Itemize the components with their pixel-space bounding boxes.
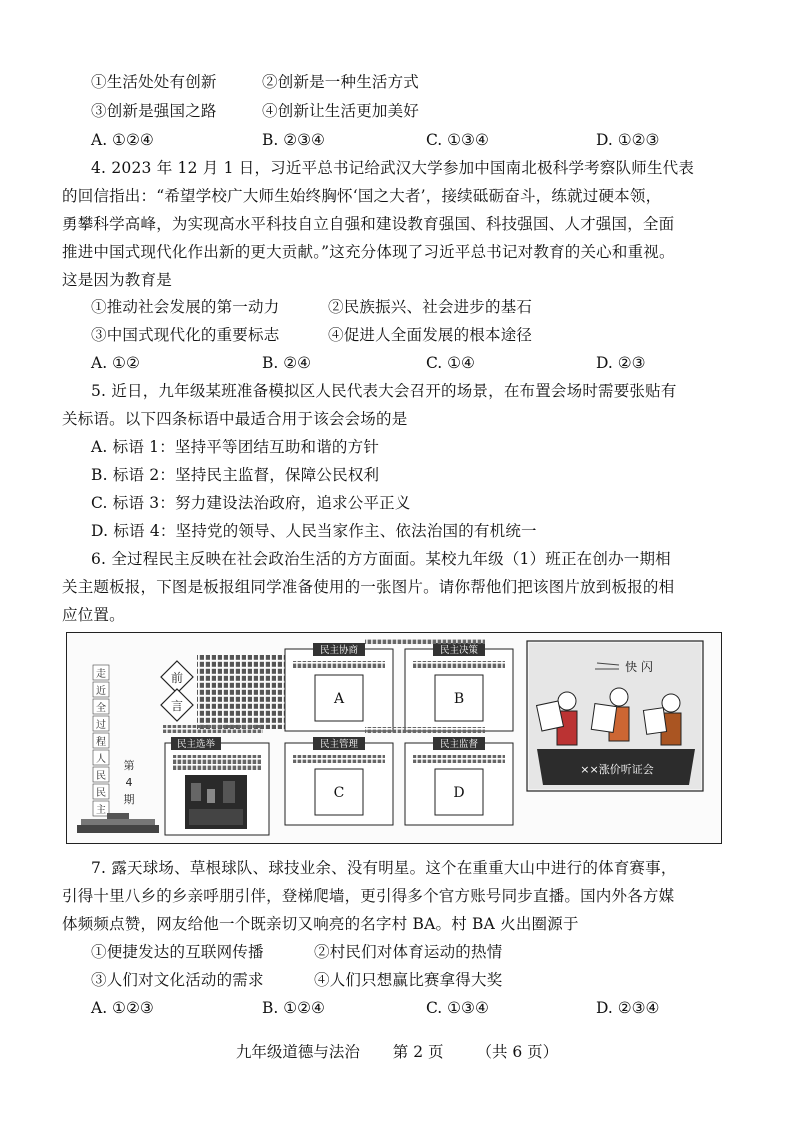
q4-choice-b: B. ②④ xyxy=(262,354,312,372)
box-letter: B xyxy=(453,691,465,707)
q7-stem-line-3: 体频频点赞，网友给他一个既亲切又响亮的名字村 BA。村 BA 火出圈源于 xyxy=(62,915,579,933)
flash-label: 快 闪 xyxy=(625,660,653,674)
q6-stem-line-2: 关主题板报，下图是板报组同学准备使用的一张图片。请你帮他们把该图片放到板报的相 xyxy=(62,578,675,596)
hearing-photo-panel xyxy=(527,641,703,791)
q6-stem-line-3: 应位置。 xyxy=(62,606,125,624)
q4-choice-c: C. ①④ xyxy=(426,354,475,372)
issue-char: 第 xyxy=(123,759,135,772)
vertical-title xyxy=(93,665,109,816)
box-letter: C xyxy=(333,785,345,801)
preface-badge xyxy=(161,661,193,721)
q5-stem-line-1: 5. 近日，九年级某班准备模拟区人民代表大会召开的场景，在布置会场时需要张贴有 xyxy=(91,382,677,400)
q5-option-b: B. 标语 2：坚持民主监督，保障公民权利 xyxy=(91,466,380,484)
q4-stem-line-1: 4. 2023 年 12 月 1 日，习近平总书记给武汉大学参加中国南北极科学考察队师生代表 xyxy=(91,159,695,177)
q4-stem-line-4: 推进中国式现代化作出新的更大贡献。”这充分体现了习近平总书记对教育的关心和重视。 xyxy=(62,243,675,261)
q7-item-3: ③人们对文化活动的需求 xyxy=(91,971,264,989)
footer-page: 第 2 页 xyxy=(392,1043,444,1061)
q7-stem-line-2: 引得十里八乡的乡亲呼朋引伴，登梯爬墙，更引得多个官方账号同步直播。国内外各方媒 xyxy=(62,887,675,905)
q7-choice-d: D. ②③④ xyxy=(596,999,660,1017)
q6-stem-line-1: 6. 全过程民主反映在社会政治生活的方方面面。某校九年级（1）班正在创办一期相 xyxy=(91,550,671,568)
vertical-title-char: 程 xyxy=(96,737,106,748)
q4-item-1: ①推动社会发展的第一动力 xyxy=(91,298,280,316)
box-tag: 民主协商 xyxy=(319,645,359,656)
preface-char-2: 言 xyxy=(170,699,184,713)
q7-item-1: ①便捷发达的互联网传播 xyxy=(91,943,264,961)
q7-item-4: ④人们只想赢比赛拿得大奖 xyxy=(314,971,503,989)
q3-choice-d: D. ①②③ xyxy=(596,131,660,149)
q3-item-1: ①生活处处有创新 xyxy=(91,73,217,91)
preface-text-block xyxy=(197,655,293,729)
q4-item-3: ③中国式现代化的重要标志 xyxy=(91,326,280,344)
vertical-title-char: 过 xyxy=(96,720,106,731)
vertical-title-char: 全 xyxy=(96,703,106,714)
q4-item-4: ④促进人全面发展的根本途径 xyxy=(328,326,533,344)
box-tag: 民主决策 xyxy=(439,645,479,656)
issue-number xyxy=(124,759,135,806)
q5-option-d: D. 标语 4：坚持党的领导、人民当家作主、依法治国的有机统一 xyxy=(91,522,537,540)
q3-item-2: ②创新是一种生活方式 xyxy=(262,73,420,91)
page-footer xyxy=(0,1040,794,1062)
footer-total: （共 6 页） xyxy=(476,1043,559,1061)
q4-choice-d: D. ②③ xyxy=(596,354,646,372)
q7-stem-line-1: 7. 露天球场、草根球队、球技业余、没有明星。这个在重重大山中进行的体育赛事， xyxy=(91,859,677,877)
q4-stem-line-5: 这是因为教育是 xyxy=(62,271,172,289)
box-tag: 民主管理 xyxy=(319,739,359,750)
q5-option-c: C. 标语 3：努力建设法治政府，追求公平正义 xyxy=(91,494,411,512)
vertical-title-char: 民 xyxy=(96,771,106,782)
election-panel xyxy=(165,737,269,835)
q4-choice-a: A. ①② xyxy=(91,354,140,372)
building-illustration xyxy=(77,813,159,833)
q4-stem-line-2: 的回信指出：“希望学校广大师生始终胸怀‘国之大者’，接续砥砺奋斗，练就过硬本领， xyxy=(62,187,662,205)
hearing-banner: ××涨价听证会 xyxy=(580,763,654,776)
vertical-title-char: 近 xyxy=(96,686,106,697)
q3-item-3: ③创新是强国之路 xyxy=(91,102,217,120)
preface-char-1: 前 xyxy=(170,671,184,685)
box-tag: 民主监督 xyxy=(439,739,479,750)
election-tag: 民主选举 xyxy=(176,739,216,750)
box-letter: D xyxy=(453,785,465,801)
q5-option-a: A. 标语 1：坚持平等团结互助和谐的方针 xyxy=(91,438,380,456)
vertical-title-char: 走 xyxy=(96,669,106,680)
preface-text-tail xyxy=(163,725,263,733)
q4-stem-line-3: 勇攀科学高峰，为实现高水平科技自立自强和建设教育强国、科技强国、人才强国，全面 xyxy=(62,215,675,233)
q3-choice-a: A. ①②④ xyxy=(91,131,154,149)
issue-char: 4 xyxy=(125,776,133,789)
q4-item-2: ②民族振兴、社会进步的基石 xyxy=(328,298,533,316)
q3-item-4: ④创新让生活更加美好 xyxy=(262,102,420,120)
footer-subject: 九年级道德与法治 xyxy=(235,1043,360,1061)
vertical-title-char: 人 xyxy=(96,754,106,765)
q3-choice-b: B. ②③④ xyxy=(262,131,325,149)
q7-choice-b: B. ①②④ xyxy=(262,999,325,1017)
blackboard-figure xyxy=(66,632,722,844)
q7-choice-c: C. ①③④ xyxy=(426,999,489,1017)
lettered-boxes xyxy=(285,643,513,825)
q5-stem-line-2: 关标语。以下四条标语中最适合用于该会会场的是 xyxy=(62,410,408,428)
box-letter: A xyxy=(333,691,345,707)
issue-char: 期 xyxy=(123,793,135,806)
vertical-title-char: 民 xyxy=(96,788,106,799)
q7-item-2: ②村民们对体育运动的热情 xyxy=(314,943,503,961)
vertical-title-char: 主 xyxy=(96,805,106,816)
q7-choice-a: A. ①②③ xyxy=(91,999,154,1017)
q3-choice-c: C. ①③④ xyxy=(426,131,489,149)
